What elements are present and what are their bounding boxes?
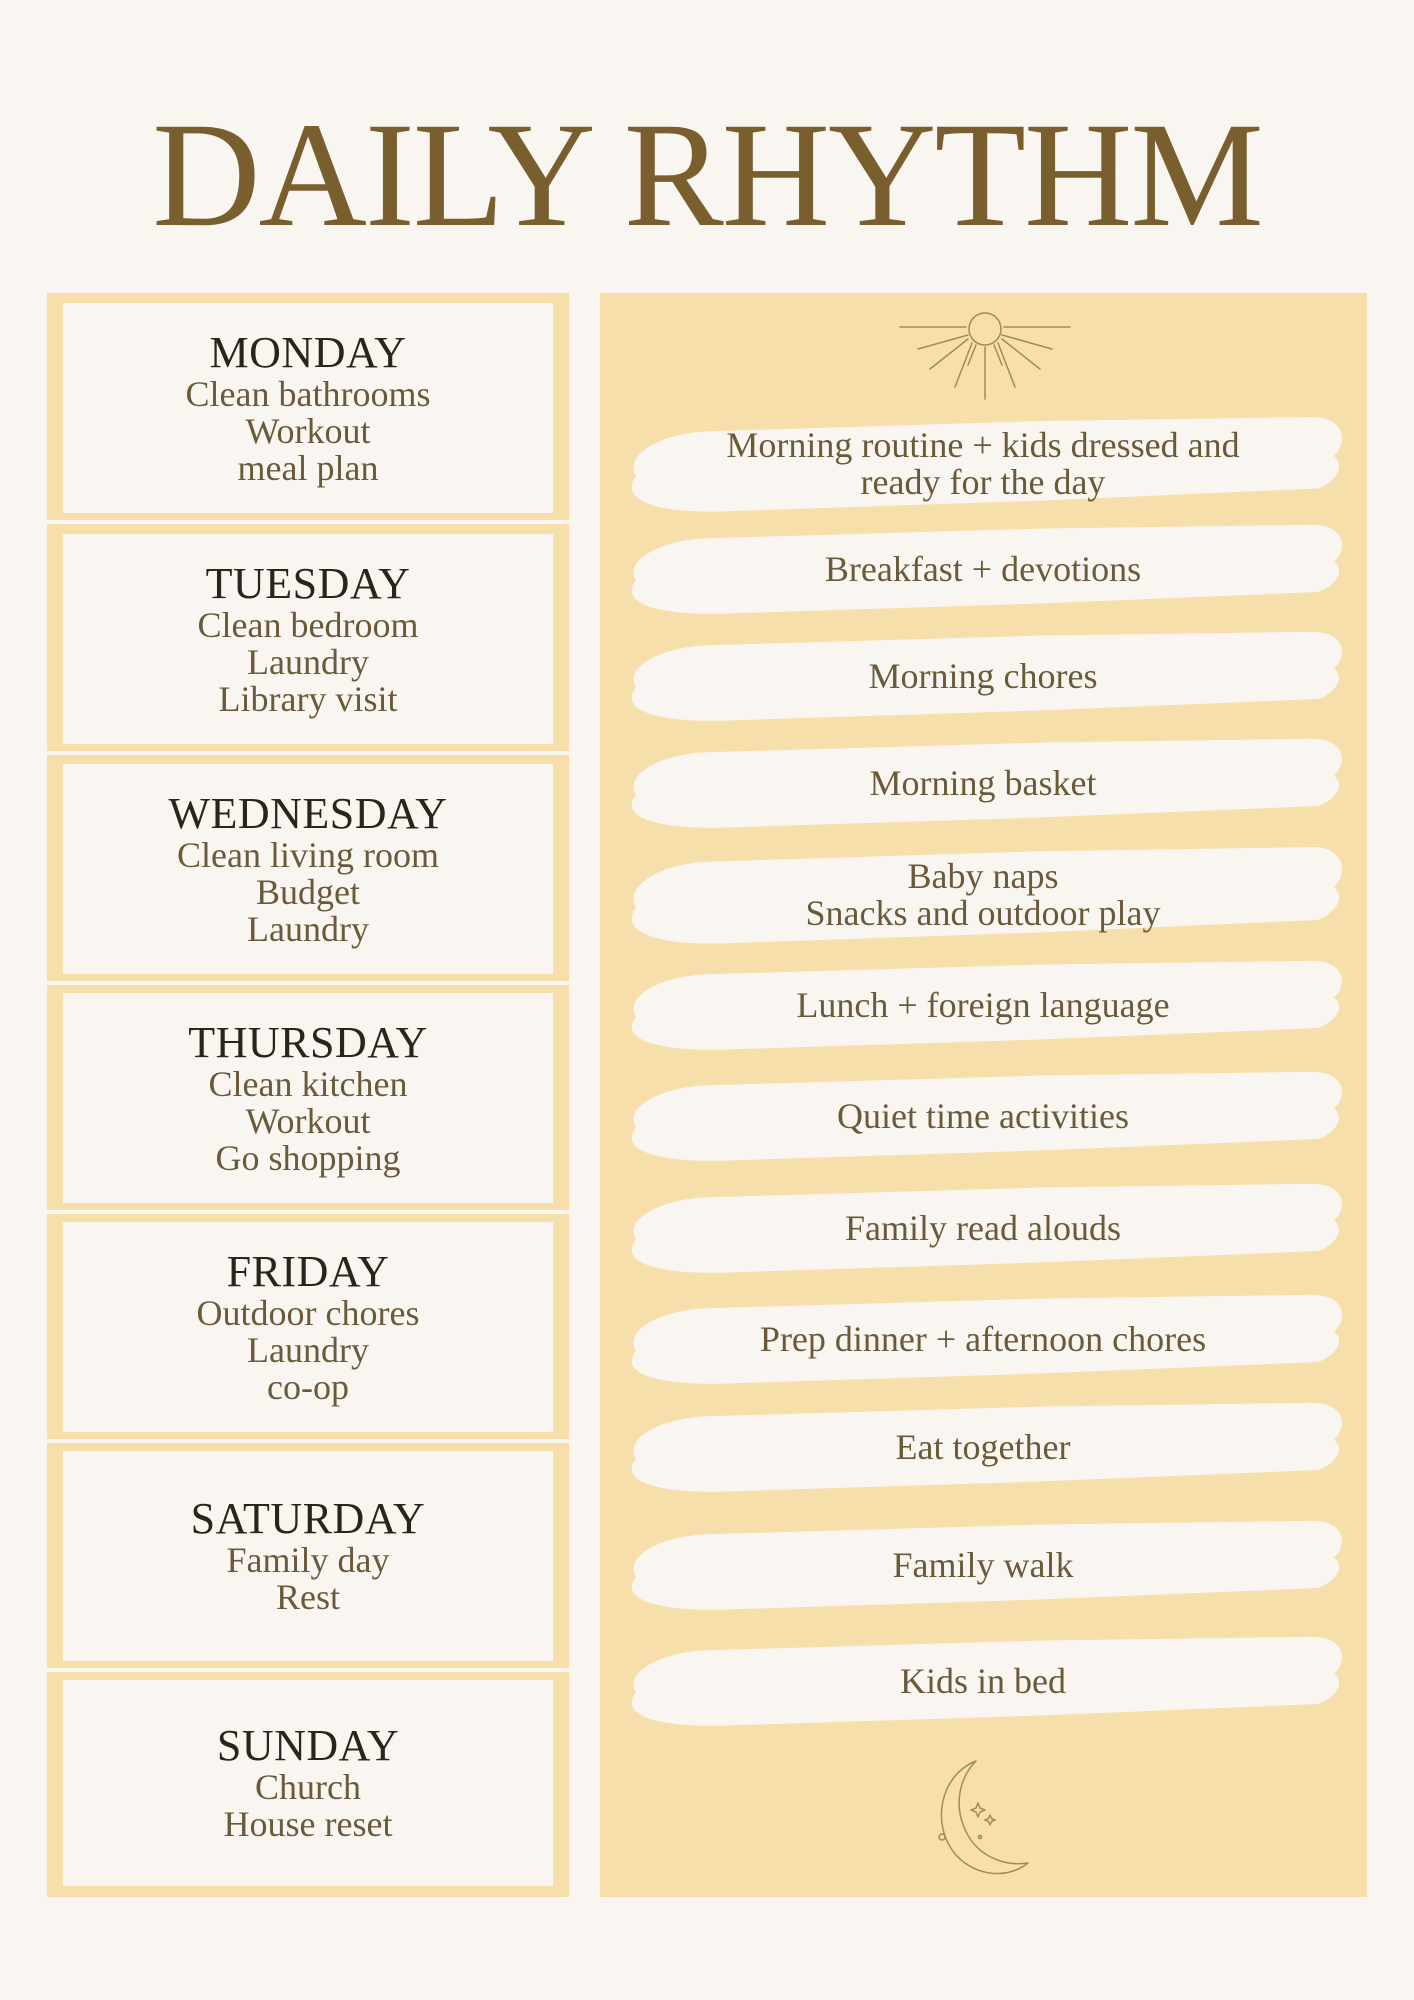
rhythm-line: ready for the day <box>860 462 1106 502</box>
day-task: Outdoor chores <box>196 1292 420 1333</box>
rhythm-item-lines <box>895 1426 1071 1467</box>
day-task: Family day <box>226 1540 390 1580</box>
rhythm-item <box>618 521 1348 617</box>
rhythm-item <box>618 413 1348 515</box>
rhythm-item-text <box>618 957 1348 1053</box>
rhythm-line: Snacks and outdoor play <box>805 893 1161 933</box>
rhythm-line: Family walk <box>892 1544 1074 1585</box>
rhythm-line: Morning basket <box>869 762 1097 803</box>
rhythm-item-lines <box>759 1318 1207 1359</box>
day-task: Clean bathrooms <box>185 373 431 414</box>
day-name: SATURDAY <box>190 1494 426 1543</box>
rhythm-item-lines <box>868 655 1098 696</box>
day-task: Clean kitchen <box>208 1063 408 1104</box>
weekly-schedule <box>47 293 569 1897</box>
rhythm-item-text <box>618 1633 1348 1729</box>
day-card-monday <box>60 300 556 516</box>
rhythm-line: Breakfast + devotions <box>824 548 1142 589</box>
rhythm-line: Morning chores <box>868 655 1098 696</box>
rhythm-item <box>618 1633 1348 1729</box>
day-task: Church <box>255 1767 361 1807</box>
divider <box>47 1439 569 1443</box>
rhythm-item <box>618 735 1348 831</box>
rhythm-item-text <box>618 628 1348 724</box>
rhythm-item-text <box>618 1180 1348 1276</box>
day-name: MONDAY <box>209 327 407 377</box>
day-card-thursday <box>60 990 556 1206</box>
rhythm-line: Prep dinner + afternoon chores <box>759 1318 1207 1359</box>
divider <box>47 520 569 524</box>
day-card-friday <box>60 1219 556 1435</box>
rhythm-item-text <box>618 843 1348 947</box>
day-name: TUESDAY <box>205 558 411 608</box>
page-title: DAILY RHYTHM <box>152 92 1262 258</box>
rhythm-item-text <box>618 735 1348 831</box>
rhythm-item <box>618 628 1348 724</box>
day-task: co-op <box>267 1366 349 1407</box>
day-task: Workout <box>245 410 371 451</box>
rhythm-line: Eat together <box>895 1426 1071 1467</box>
rhythm-item-lines <box>869 762 1097 803</box>
day-task: Clean living room <box>177 834 439 875</box>
rhythm-line: Lunch + foreign language <box>796 984 1170 1025</box>
day-card-sunday <box>60 1677 556 1889</box>
daily-rhythm-panel <box>600 293 1367 1897</box>
day-card-saturday <box>60 1448 556 1664</box>
day-task: Laundry <box>247 1329 369 1370</box>
rhythm-item-lines <box>900 1660 1066 1701</box>
sun-icon <box>890 299 1080 409</box>
rhythm-item <box>618 1517 1348 1613</box>
rhythm-item-text <box>618 1399 1348 1495</box>
day-task: Go shopping <box>215 1137 401 1178</box>
day-task: Workout <box>245 1100 371 1141</box>
divider <box>47 751 569 755</box>
rhythm-line: Baby naps <box>907 856 1059 896</box>
rhythm-item-text <box>618 413 1348 515</box>
rhythm-item <box>618 1180 1348 1276</box>
day-task: Budget <box>256 871 360 912</box>
day-task: House reset <box>223 1804 393 1844</box>
day-card-wednesday <box>60 761 556 977</box>
rhythm-item <box>618 1068 1348 1164</box>
day-name: SUNDAY <box>216 1721 400 1770</box>
day-name: WEDNESDAY <box>168 788 448 838</box>
day-task: Laundry <box>247 908 369 949</box>
rhythm-line: Quiet time activities <box>837 1095 1129 1136</box>
rhythm-item <box>618 1399 1348 1495</box>
rhythm-item-lines <box>806 858 1161 932</box>
day-task: Rest <box>275 1577 340 1617</box>
day-task: meal plan <box>237 447 379 488</box>
divider <box>47 1668 569 1672</box>
day-task: Laundry <box>247 641 369 682</box>
day-task: Library visit <box>218 678 398 719</box>
rhythm-item <box>618 1291 1348 1387</box>
rhythm-item <box>618 843 1348 947</box>
rhythm-item-lines <box>837 1095 1129 1136</box>
day-card-tuesday <box>60 531 556 747</box>
day-name: THURSDAY <box>188 1017 428 1067</box>
rhythm-item-text <box>618 1291 1348 1387</box>
divider <box>47 981 569 985</box>
moon-icon <box>918 1755 1048 1885</box>
day-task: Clean bedroom <box>197 604 419 645</box>
rhythm-item-lines <box>892 1544 1074 1585</box>
rhythm-item-text <box>618 521 1348 617</box>
rhythm-item-lines <box>726 427 1239 501</box>
rhythm-item-lines <box>824 548 1142 589</box>
divider <box>47 1210 569 1214</box>
rhythm-item-text <box>618 1068 1348 1164</box>
rhythm-item-lines <box>796 984 1170 1025</box>
rhythm-line: Family read alouds <box>845 1207 1121 1248</box>
rhythm-item <box>618 957 1348 1053</box>
day-name: FRIDAY <box>226 1246 390 1296</box>
rhythm-line: Kids in bed <box>900 1660 1066 1701</box>
rhythm-line: Morning routine + kids dressed and <box>726 425 1240 465</box>
rhythm-item-lines <box>845 1207 1121 1248</box>
rhythm-item-text <box>618 1517 1348 1613</box>
